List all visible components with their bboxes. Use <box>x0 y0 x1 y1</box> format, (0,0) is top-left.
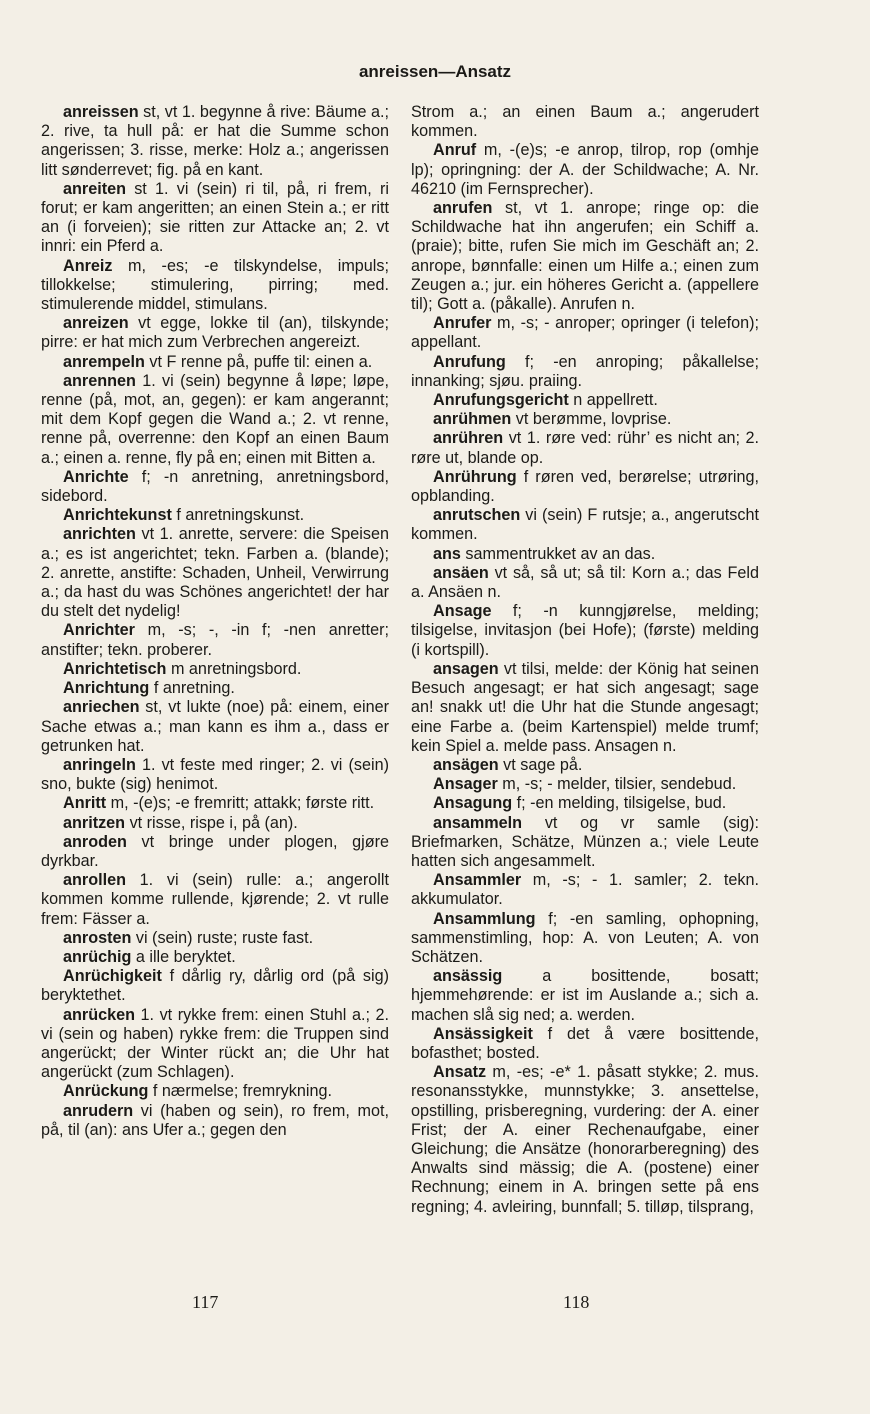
dictionary-entry <box>411 103 759 141</box>
entry-definition: vt og vr samle (sig): Briefmarken, Schätze, Münzen a.; viele Leute hatten sich angesammelt. <box>411 813 759 870</box>
entry-definition: 1. vi (sein) rulle: a.; angerollt kommen komme rullende, kjørende; 2. vt rulle frem: Fässer a. <box>41 871 389 928</box>
entry-headword: Ansage <box>433 602 492 621</box>
entry-headword: Anrichtekunst <box>63 506 172 525</box>
entry-definition: st, vt lukte (noe) på: einem, einer Sache etwas a.; man kann es ihm a., dass er getrunken hat. <box>41 698 389 755</box>
entry-headword: Anrührung <box>433 467 517 486</box>
entry-definition: m, -es; -e tilskyndelse, impuls; tillokkelse; stimulering, pirring; med. stimulerende middel, stimulans. <box>41 256 389 314</box>
entry-headword: Ansammlung <box>433 909 536 928</box>
page-number-right: 118 <box>563 1292 590 1312</box>
dictionary-entry <box>411 775 759 794</box>
entry-headword: anrühmen <box>433 410 512 429</box>
entry-definition: 1. vt rykke frem: einen Stuhl a.; 2. vi (sein og haben) rykke frem: die Truppen sind angerückt; der Winter rückt an; die Uhr hat angerückt (zum Schlagen). <box>41 1005 389 1082</box>
entry-definition: f; -n anretning, anretningsbord, sidebord. <box>41 467 389 506</box>
entry-definition: vt 1. røre ved: rühr’ es nicht an; 2. røre ut, blande op. <box>411 429 759 467</box>
entry-definition: f dårlig ry, dårlig ord (på sig) beryktethet. <box>41 967 389 1005</box>
dictionary-entry <box>41 257 389 315</box>
dictionary-entry <box>41 660 389 679</box>
entry-definition: vt berømme, lovprise. <box>511 410 672 429</box>
entry-definition: 1. vi (sein) begynne å løpe; løpe, renne (på, mot, an, gegen): er kam angerannt; mit dem Kopf gegen die Wand a.; 2. vt renne, renne på, overrenne: den Kopf an einen Baum a.; einen a. renne, fly på en; einen mit Bitten a. <box>41 371 389 467</box>
entry-definition: st, vt 1. begynne å rive: Bäume a.; 2. rive, ta hull på: er hat die Summe schon angerissen; 3. risse, merke: Holz a.; angerissen litt sønderrevet; fig. på en kant. <box>41 103 389 179</box>
dictionary-entry <box>411 199 759 314</box>
entry-definition: st 1. vi (sein) ri til, på, ri frem, ri forut; er kam angeritten; an einen Stein a.; er ritt an (i forveien); sie ritten zur Attacke an; 2. vt innri: ein Pferd a. <box>41 179 389 256</box>
dictionary-entry <box>411 391 759 410</box>
entry-headword: anriechen <box>63 698 140 717</box>
entry-headword: ansagen <box>433 659 499 678</box>
dictionary-entry <box>41 180 389 257</box>
entry-headword: ans <box>433 544 461 563</box>
entry-headword: Anrufungsgericht <box>433 391 569 410</box>
dictionary-entry <box>411 756 759 775</box>
dictionary-entry <box>41 468 389 506</box>
dictionary-entry <box>41 353 389 372</box>
entry-headword: anrennen <box>63 371 136 390</box>
dictionary-entry <box>411 468 759 506</box>
entry-definition: m, -s; -, -in f; -nen anretter; anstifter; tekn. proberer. <box>41 621 389 659</box>
entry-definition: n appellrett. <box>568 391 658 410</box>
dictionary-entry <box>41 525 389 621</box>
entry-headword: anrosten <box>63 928 132 947</box>
entry-headword: anrüchig <box>63 947 132 966</box>
dictionary-entry <box>411 353 759 391</box>
dictionary-entry <box>411 910 759 968</box>
right-column <box>411 103 759 1217</box>
entry-headword: Anruf <box>433 141 477 160</box>
dictionary-entry <box>41 1102 389 1140</box>
dictionary-entry <box>411 794 759 813</box>
dictionary-entry <box>411 410 759 429</box>
entry-definition: 1. vt feste med ringer; 2. vi (sein) sno, bukte (sig) henimot. <box>41 755 389 794</box>
dictionary-entry <box>411 602 759 660</box>
entry-headword: Anrüchigkeit <box>63 967 162 986</box>
dictionary-entry <box>41 621 389 659</box>
entry-definition: sammentrukket av an das. <box>460 544 656 563</box>
entry-headword: Anrufer <box>433 314 492 333</box>
dictionary-entry <box>411 564 759 602</box>
entry-headword: Anrichtetisch <box>63 659 167 678</box>
entry-definition: vt tilsi, melde: der König hat seinen Besuch angesagt; er hat sich angesagt; sage an! snakk ut! die Uhr hat die Stunde angesagt; eine Farbe a. (beim Kartenspiel) melde trumf; kein Spiel a. melde pass. Ansagen n. <box>411 659 759 755</box>
dictionary-entry <box>41 698 389 756</box>
entry-headword: Ansager <box>433 775 498 794</box>
entry-headword: anroden <box>63 832 127 851</box>
entry-headword: ansässig <box>433 967 503 986</box>
entry-headword: anringeln <box>63 755 136 774</box>
entry-headword: Anrufung <box>433 352 506 371</box>
entry-definition: vt F renne på, puffe til: einen a. <box>144 352 373 371</box>
entry-definition: vt så, så ut; så til: Korn a.; das Feld a. Ansäen n. <box>411 563 759 602</box>
entry-headword: Anrichtung <box>63 679 150 698</box>
entry-definition: st, vt 1. anrope; ringe op: die Schildwache hat ihn angerufen; ein Schiff a. (praie); bitte, rufen Sie mich im Geschäft an; 2. anrope, bønnfalle: einen um Hilfe a.; einen zum Zeugen a.; jur. ein höheres Gericht a. (appellere til); Gott a. (påkalle). Anrufen n. <box>411 199 759 314</box>
dictionary-entry <box>41 967 389 1005</box>
entry-headword: Anrichter <box>63 621 135 640</box>
entry-headword: ansägen <box>433 755 499 774</box>
entry-definition: vi (haben og sein), ro frem, mot, på, til (an): ans Ufer a.; gegen den <box>41 1101 389 1139</box>
entry-definition: f nærmelse; fremrykning. <box>148 1082 332 1101</box>
entry-headword: anreizen <box>63 314 129 333</box>
entry-definition: m anretningsbord. <box>166 659 302 678</box>
entry-definition: vt bringe under plogen, gjøre dyrkbar. <box>41 832 389 870</box>
entry-headword: anrempeln <box>63 352 145 371</box>
entry-headword: Anrückung <box>63 1082 149 1101</box>
entry-definition: vi (sein) ruste; ruste fast. <box>131 928 314 947</box>
dictionary-entry <box>411 967 759 1025</box>
entry-definition: Strom a.; an einen Baum a.; angerudert kommen. <box>411 103 759 141</box>
entry-definition: f; -en melding, tilsigelse, bud. <box>512 794 727 813</box>
running-title: anreissen—Ansatz <box>358 62 512 81</box>
dictionary-entry <box>41 506 389 525</box>
entry-headword: anreissen <box>63 103 139 121</box>
entry-headword: anrühren <box>433 429 504 448</box>
entry-definition: m, -es; -e* 1. påsatt stykke; 2. mus. resonansstykke, munnstykke; 3. ansettelse, opstilling, prisberegning, vurdering: der A. einer Frist; der A. einer Rechenaufgabe, einer Gleichung; die Ansätze (honorarberegning) des Anwalts sind mässig; die A. (postene) einer Rechnung; einem in A. bringen sette på ens regning; 4. avleiring, bunnfall; 5. tilløp, tilsprang, <box>411 1063 759 1216</box>
dictionary-entry <box>411 545 759 564</box>
dictionary-entry <box>41 372 389 468</box>
entry-definition: m, -s; - melder, tilsier, sendebud. <box>497 775 737 794</box>
entry-definition: vt sage på. <box>498 755 583 774</box>
entry-headword: Anreiz <box>63 256 113 275</box>
left-column <box>41 103 389 1140</box>
dictionary-entry <box>41 948 389 967</box>
entry-headword: Ansässigkeit <box>433 1024 533 1043</box>
entry-headword: Ansagung <box>433 794 513 813</box>
dictionary-entry <box>41 794 389 813</box>
dictionary-entry <box>41 314 389 352</box>
entry-headword: anrichten <box>63 525 136 544</box>
entry-headword: anrücken <box>63 1005 135 1024</box>
entry-headword: anreiten <box>63 179 126 198</box>
dictionary-entry <box>411 1025 759 1063</box>
entry-definition: m, -s; - 1. samler; 2. tekn. akkumulator. <box>411 871 759 909</box>
entry-definition: f anretningskunst. <box>171 506 305 525</box>
entry-definition: m, -(e)s; -e anrop, tilrop, rop (omhje lp); opringning: der A. der Schildwache; A. Nr. 46210 (im Fernsprecher). <box>411 141 759 198</box>
entry-definition: vt risse, rispe i, på (an). <box>125 813 298 832</box>
entry-definition: f; -en samling, ophopning, sammenstimling, hop: A. von Leuten; A. von Schätzen. <box>411 909 759 966</box>
entry-definition: f det å være bosittende, bofasthet; bosted. <box>411 1024 759 1062</box>
dictionary-entry <box>411 660 759 756</box>
dictionary-entry <box>41 871 389 929</box>
entry-definition: f anretning. <box>149 679 235 698</box>
entry-headword: Anrichte <box>63 467 129 486</box>
entry-definition: f; -n kunngjørelse, melding; tilsigelse, invitasjon (bei Hofe); (første) melding (i kortspill). <box>411 602 759 659</box>
dictionary-entry <box>411 314 759 352</box>
entry-headword: Ansammler <box>433 871 522 890</box>
dictionary-entry <box>411 141 759 199</box>
dictionary-entry <box>41 679 389 698</box>
dictionary-entry <box>41 1006 389 1083</box>
dictionary-entry <box>411 814 759 872</box>
entry-definition: vt 1. anrette, servere: die Speisen a.; es ist angerichtet; tekn. Farben a. (blande); 2. anrette, anstifte: Schaden, Unheil, Verwirrung a.; da hast du was Schönes angerichtet! der har du stelt det nydelig! <box>41 525 389 621</box>
dictionary-entry <box>411 1063 759 1217</box>
entry-definition: vt egge, lokke til (an), tilskynde; pirre: er hat mich zum Verbrechen angereizt. <box>41 314 389 352</box>
entry-headword: anritzen <box>63 813 126 832</box>
entry-definition: vi (sein) F rutsje; a., angerutscht kommen. <box>411 506 759 544</box>
dictionary-entry <box>41 756 389 794</box>
dictionary-entry <box>411 429 759 467</box>
entry-headword: Anritt <box>63 794 107 813</box>
entry-definition: m, -(e)s; -e fremritt; attakk; første ritt. <box>106 794 375 813</box>
entry-headword: anrufen <box>433 199 493 218</box>
dictionary-entry <box>41 814 389 833</box>
entry-definition: f røren ved, berørelse; utrøring, opblanding. <box>411 467 759 506</box>
dictionary-entry <box>411 506 759 544</box>
dictionary-entry <box>41 103 389 180</box>
entry-headword: anrutschen <box>433 506 521 525</box>
entry-definition: f; -en anroping; påkallelse; innanking; sjøu. praiing. <box>411 352 759 390</box>
dictionary-entry <box>41 929 389 948</box>
entry-headword: ansäen <box>433 563 489 582</box>
entry-headword: ansammeln <box>433 813 523 832</box>
dictionary-entry <box>411 871 759 909</box>
entry-headword: anrollen <box>63 871 126 890</box>
entry-definition: a bosittende, bosatt; hjemmehørende: er ist im Auslande a.; sich a. machen slå sig ned; a. werden. <box>411 967 759 1024</box>
entry-definition: m, -s; - anroper; opringer (i telefon); appellant. <box>411 314 759 352</box>
dictionary-entry <box>41 833 389 871</box>
entry-definition: a ille beryktet. <box>131 947 236 966</box>
entry-headword: Ansatz <box>433 1063 487 1082</box>
entry-headword: anrudern <box>63 1101 134 1120</box>
page-number-left: 117 <box>192 1292 219 1312</box>
dictionary-entry <box>41 1082 389 1101</box>
